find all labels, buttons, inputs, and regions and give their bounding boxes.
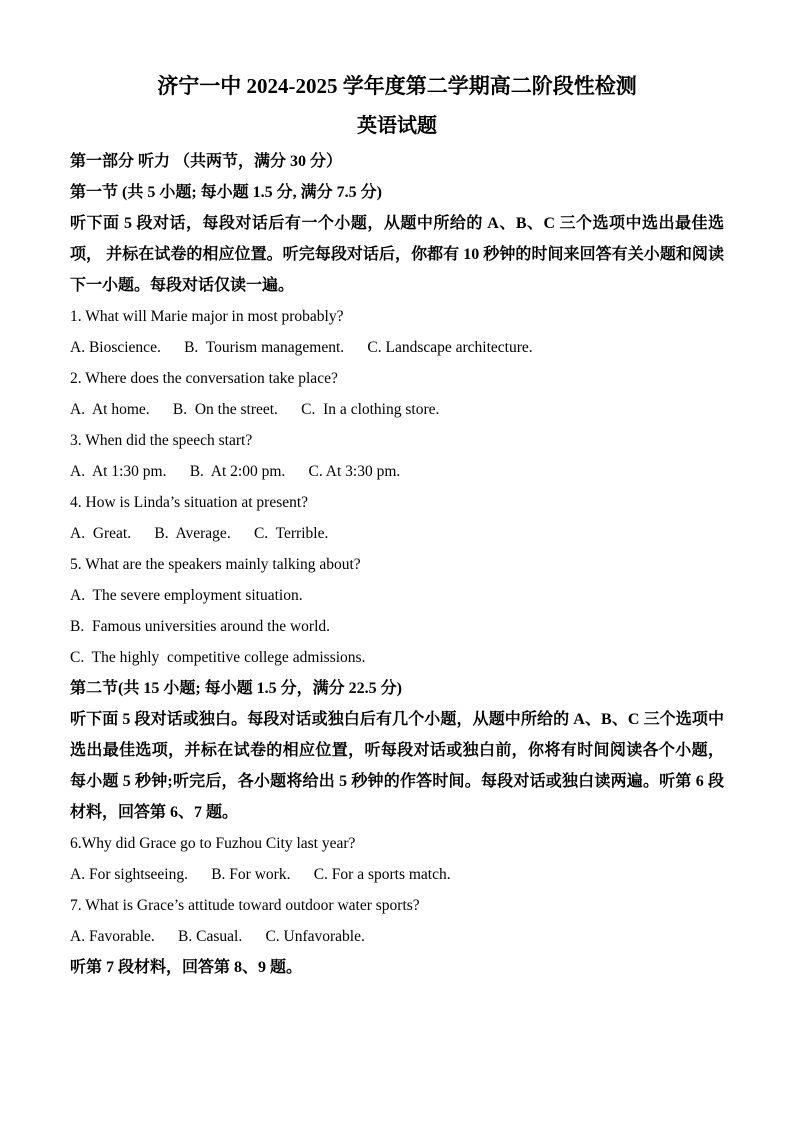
- question-4-text: 4. How is Linda’s situation at present?: [70, 494, 309, 511]
- material-note-8-9: 听第 7 段材料，回答第 8、9 题。: [70, 959, 303, 976]
- doc-title: 济宁一中 2024-2025 学年度第二学期高二阶段性检测: [157, 74, 637, 98]
- doc-subtitle: 英语试题: [357, 115, 437, 137]
- question-2-options: A. At home. B. On the street. C. In a clothing store.: [70, 401, 440, 418]
- question-3-text: 3. When did the speech start?: [70, 432, 253, 449]
- part1-heading: 第一部分 听力 （共两节，满分 30 分）: [70, 153, 343, 170]
- question-7-options: A. Favorable. B. Casual. C. Unfavorable.: [70, 928, 365, 945]
- question-6-text: 6.Why did Grace go to Fuzhou City last year?: [70, 835, 356, 852]
- doc-body: [70, 146, 724, 983]
- question-5-option-c: C. The highly competitive college admissions.: [70, 649, 366, 666]
- question-3-options: A. At 1:30 pm. B. At 2:00 pm. C. At 3:30 pm.: [70, 463, 401, 480]
- section2-heading: 第二节(共 15 小题; 每小题 1.5 分，满分 22.5 分): [70, 680, 402, 697]
- section1-instructions: 听下面 5 段对话，每段对话后有一个小题，从题中所给的 A、B、C 三个选项中选出最佳选项， 并标在试卷的相应位置。听完每段对话后，你都有 10 秒钟的时间来回答有关小题和阅读下一小题。每段对话仅读一遍。: [70, 215, 724, 294]
- question-1-text: 1. What will Marie major in most probably?: [70, 308, 344, 325]
- section1-heading: 第一节 (共 5 小题; 每小题 1.5 分, 满分 7.5 分): [70, 184, 382, 201]
- question-7-text: 7. What is Grace’s attitude toward outdoor water sports?: [70, 897, 420, 914]
- question-5-option-a: A. The severe employment situation.: [70, 587, 303, 604]
- question-2-text: 2. Where does the conversation take place?: [70, 370, 338, 387]
- section2-instructions: 听下面 5 段对话或独白。每段对话或独白后有几个小题，从题中所给的 A、B、C 三个选项中选出最佳选项，并标在试卷的相应位置，听每段对话或独白前，你将有时间阅读各个小题，每小题 5 秒钟;听完后，各小题将给出 5 秒钟的作答时间。每段对话或独白读两遍。听第 6 段材料，回答第 6、7 题。: [70, 711, 724, 821]
- question-1-options: A. Bioscience. B. Tourism management. C. Landscape architecture.: [70, 339, 533, 356]
- question-6-options: A. For sightseeing. B. For work. C. For a sports match.: [70, 866, 451, 883]
- question-4-options: A. Great. B. Average. C. Terrible.: [70, 525, 329, 542]
- question-5-option-b: B. Famous universities around the world.: [70, 618, 331, 635]
- question-5-text: 5. What are the speakers mainly talking about?: [70, 556, 361, 573]
